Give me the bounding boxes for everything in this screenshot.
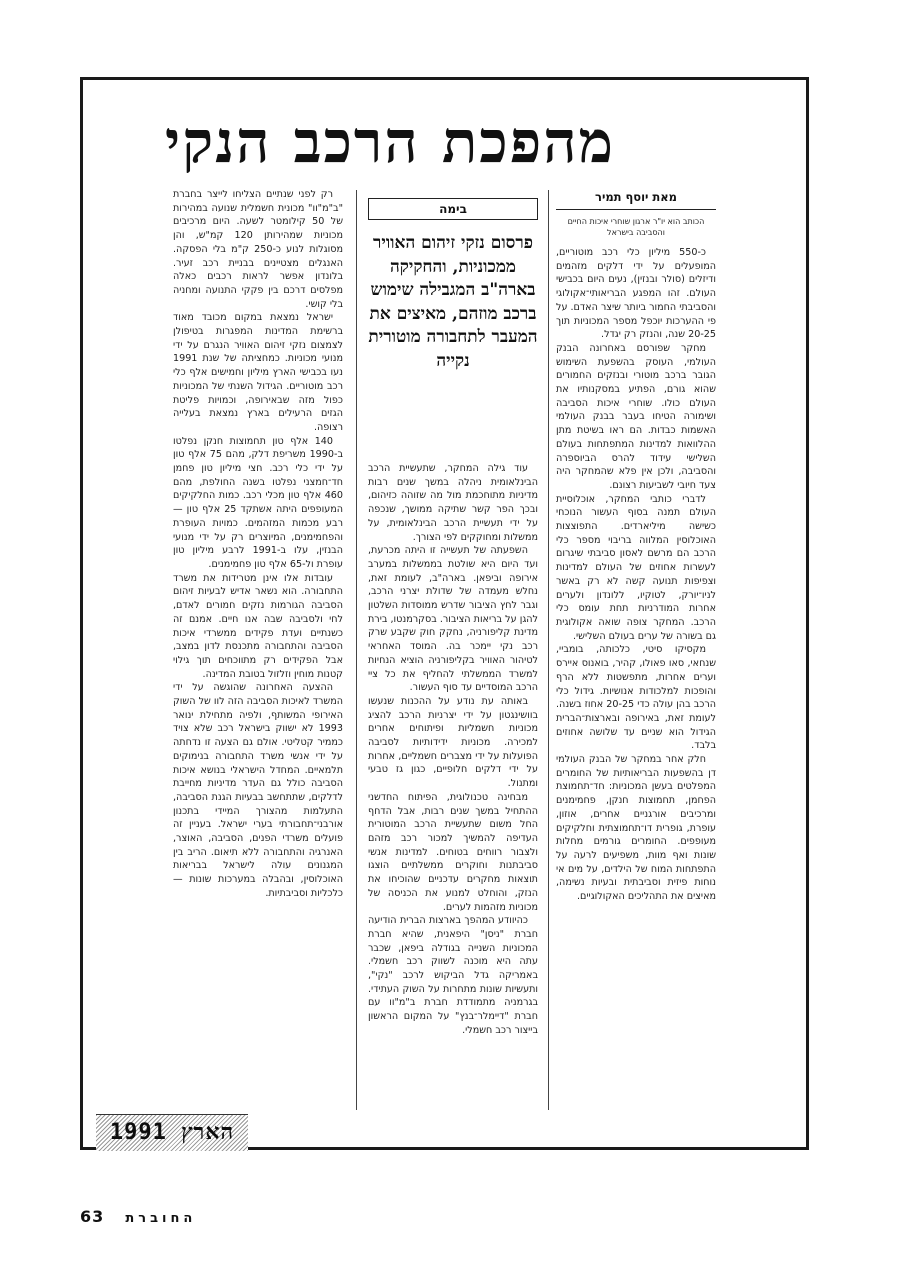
article-deck: פרסום נזקי זיהום האוויר ממכוניות, והחקיקה בארה"ב המגבילה שימוש ברכב מוזהם, מאיצים את המעבר לתחבורה מוטורית נקייה [368,233,538,371]
paragraph: כ-550 מיליון כלי רכב מוטוריים, המופעלים על ידי דלקים מזהמים ודיזלים (סולר ובנזין), נעים היום בכבישי העולם. זהו המפגע הבריאותי־אקולוגי והסביבתי החמור ביותר שיצר האדם. על פי ההערכות יוכפל מספר המכוניות תוך 20-25 שנה, והנזק רק יגדל. [556,247,716,341]
logo-text: הארץ 1991 [109,1120,235,1145]
paragraph: מבחינה טכנולוגית, הפיתוח החדשני ההתחיל במשך שנים רבות, אבל הדחף החל משום שתעשיית הרכב המוטורית העדיפה להמשיך למכור רכב מזהם ולצבור רווחים בטוחים. למדינות אנשי סביבתנות וחוקרים ממשלתיים הוצגו תוצאות מחקרים עדכניים שהוכיחו את הנזק, והוחלט למנוע את הכניסה של מכוניות מזהמות לערים. [368,791,538,913]
paragraph: מקסיקו סיטי, כלכותה, בומביי, שנחאי, סאו פאולו, קהיר, בואנוס איירס וערים אחרות, מתפשטות ללא הרף והופכות למלכודות אנושיות. גידול כלי הרכב בהן עולה כדי 20-25 אחוז בשנה. לעומת זאת, באירופה ובארצות־הברית הגידול הוא שניים עד שלושה אחוזים בלבד. [556,644,716,752]
article-column-right [556,246,716,1106]
article-column-middle [368,462,538,1112]
paragraph: השפעתה של תעשייה זו היתה מכרעת, ועד היום היא שולטת בממשלות במערב אירופה וביפאן. בארה"ב, לעומת זאת, נחלש מעמדה של שדולת יצרני הרכב, וגבר לחץ הציבור שדרש ממוסדות השלטון להגן על בריאות הציבור. בסקרמנטו, בירת מדינת קליפורניה, נחקק חוק שקבע שרק רכב נקי יימכר בה. המוסד האחראי לטיהור האוויר בקליפורניה הוציא הנחיות למשרד הממשלתי להחליף את כל ציי הרכב המוסדיים עד סוף העשור. [368,545,538,694]
paragraph: ישראל נמצאת במקום מכובד מאוד ברשימת המדינות המפגרות בטיפולן לצמצום נזקי זיהום האוויר הנגרם על ידי מנועי מכוניות. כמחציתה של שנת 1991 נעו בכבישי הארץ מיליון וחמישים אלף כלי רכב מוטוריים. הגידול השנתי של המכוניות כפול מזה שבאירופה, וכמויות פליטת הגזים הרעילים בארץ נמצאת בעלייה רצופה. [173,312,343,433]
paragraph: חלק אחר במחקר של הבנק העולמי דן בהשפעות הבריאותיות של החומרים המפלטים בעשן המכוניות: חד־תחמוצת הפחמן, תחמוצות חנקן, פחמימנים ומרכיבים אורגניים אחרים, אוזון, עופרת, גופרית דו־תחמוצתית וחלקיקים מעופפים. החומרים גורמים מחלות שונות ואף מוות, משפיעים לרעה על התפתחות המוח של הילדים, על מים אי נוחות פיזית וסביבתית ובעיות נשימה, מאיצים את התהליכים האקולוגיים. [556,754,716,903]
section-label: בימה [368,198,538,220]
paragraph: כהיוודע המהפך בארצות הברית הודיעה חברת "ניסן" היפאנית, שהיא חברת המכוניות השנייה בגודלה ביפאן, שכבר עתה היא מוכנה לשווק רכב חשמלי. באמריקה גדל הביקוש לרכב "נקי", ותעשיות שונות מתחרות על השוק העתידי. בגרמניה מתמודדת חברת ב"מ"וו עם חברת "דיימלר־בנץ" על המקום הראשון בייצור רכב חשמלי. [368,915,538,1036]
article-column-left [173,188,343,1108]
author-bio: הכותב הוא יו"ר ארגון שוחרי איכות החיים והסביבה בישראל [567,217,705,237]
publication-name: החוברת [125,1211,197,1226]
byline: מאת יוסף תמיר [556,190,716,210]
paragraph: באותה עת נודע על ההכנות שנעשו בוושינגטון על ידי יצרניות הרכב להציג מכוניות חשמליות ופיתוחים אחרים למכירה. מכוניות ידידותיות לסביבה הפועלות על ידי מצברים חשמליים, אחרות על ידי דלקים חלופיים, כגון גז טבעי ומתנול. [368,695,538,790]
paragraph: רק לפני שנתיים הצליחו לייצר בחברת "ב"מ"וו" מכונית חשמלית שנועה במהירות של 50 קילומטר לשעה. היום מרכיבים מכוניות שמהירותן 120 קמ"ש, והן מסוגלות לנוע כ-250 ק"מ בלי הפסקה. האנגלים מצטיינים בבניית רכב זעיר. בלונדון אפשר לראות רכבים כאלה מפלסים דרכם בין פקקי התנועה ומחניה בלי קושי. [173,189,343,310]
paragraph: עובדות אלו אינן מטרידות את משרד התחבורה. הוא נשאר אדיש לבעיות זיהום הסביבה הגורמות נזקים חמורים לאדם, לחי ולסביבה שבה אנו חיים. אמנם זה כשנתיים ועדת פקידים ממשרדי איכות הסביבה והתחבורה מתכנסת לדון במצב, אבל הפקידים רק מתווכחים תוך גילוי קטנות מוחין וזלזול בטובת המדינה. [173,572,343,680]
paragraph: ההצעה האחרונה שהוגשה על ידי המשרד לאיכות הסביבה הזה לוו של השוק האירופי המשותף, ולפיה מתחילת ינואר 1993 לא ישווק בישראל רכב שלא צויד כממיר קטליטי. אולם גם הצעה זו נדחתה על ידי אנשי משרד התחבורה בנימוקים תלמאיים. המחדל הישראלי בנושא איכות הסביבה כולל גם העדר מדיניות מחייבת לדלקים, שתתחשב בבעיות הגנת הסביבה, התעלמות מהצורך המיידי בתכנון אורבני־תחבורתי בערי ישראל. בעניין זה פועלים משרדי הפנים, הסביבה, האוצר, האנרגיה והתחבורה ללא תיאום. הריב בין המגנונים עולה לישראל בבריאות האוכלוסין, ובהבלה במערכות שונות — כלכליות וסביבתיות. [173,682,343,899]
newspaper-logo [96,1114,248,1151]
headline: מהפכת הרכב הנקי [164,108,615,176]
page-footer [80,1207,196,1227]
column-divider-right [548,190,549,1110]
paragraph: לדברי כותבי המחקר, אוכלוסיית העולם תמנה בסוף העשור הנוכחי כשישה מיליארדים. התפוצצות האוכלוסין המלווה בריבוי מספר כלי הרכב הם מרשם לאסון סביבתי שיגרום לעשרות אחוזים של העולם למדינות וצפיפות תנועה קשה לא רק באשר לניו־יורק, לטוקיו, ללונדון ולערים אחרות המודרניות תחת עומס כלי הרכב. המחקר צופה שואה אקולוגית גם בשורה של ערים בעולם השלישי. [556,493,716,642]
paragraph: 140 אלף טון תחמוצות חנקן נפלטו ב-1990 משריפת דלק, מהם 75 אלף טון על ידי כלי רכב. חצי מיליון טון פחמן חד־חמצני נפלטו בשנה החולפת, מהם 460 אלף טון מכלי רכב. כמות החלקיקים המעופפים היתה אשתקד 25 אלף טון — רבע מכמות המזהמים. כמויות העופרת והפחמימנים, המיוצרים רק על ידי מנועי הבנזין, עלו ב-1991 לרבע מיליון טון עופרת ול-65 אלף טון פחמימנים. [173,435,343,570]
paragraph: עוד גילה המחקר, שתעשיית הרכב הבינלאומית ניהלה במשך שנים רבות מדיניות מתוחכמת מול מה שזוהה כזיהום, ובכך הפר קשר שתיקה ממושך, שנכפה על ידי תעשיית הרכב הבינלאומית, על ממשלות ומחוקקים לפי הצורך. [368,463,538,543]
paragraph: מחקר שפורסם באחרונה הבנק העולמי, העוסק בהשפעת השימוש הגובר ברכב מוטורי ובנזקים החמורים שהוא גורם, הפתיע במסקנותיו את העולם כולו. שוחרי איכות הסביבה ושימורה הטיחו בעבר בבנק העולמי האשמות כבדות. הם ראו בשיטת מתן ההלוואות למדינות המתפתחות בעולם השלישי עידוד להרס הביוספרה והסביבה, ולכן אין פלא שהמחקר היה צעד חיובי לשביעות רצונם. [556,342,716,491]
page-number: 63 [80,1207,105,1226]
column-divider-left [356,190,357,1110]
